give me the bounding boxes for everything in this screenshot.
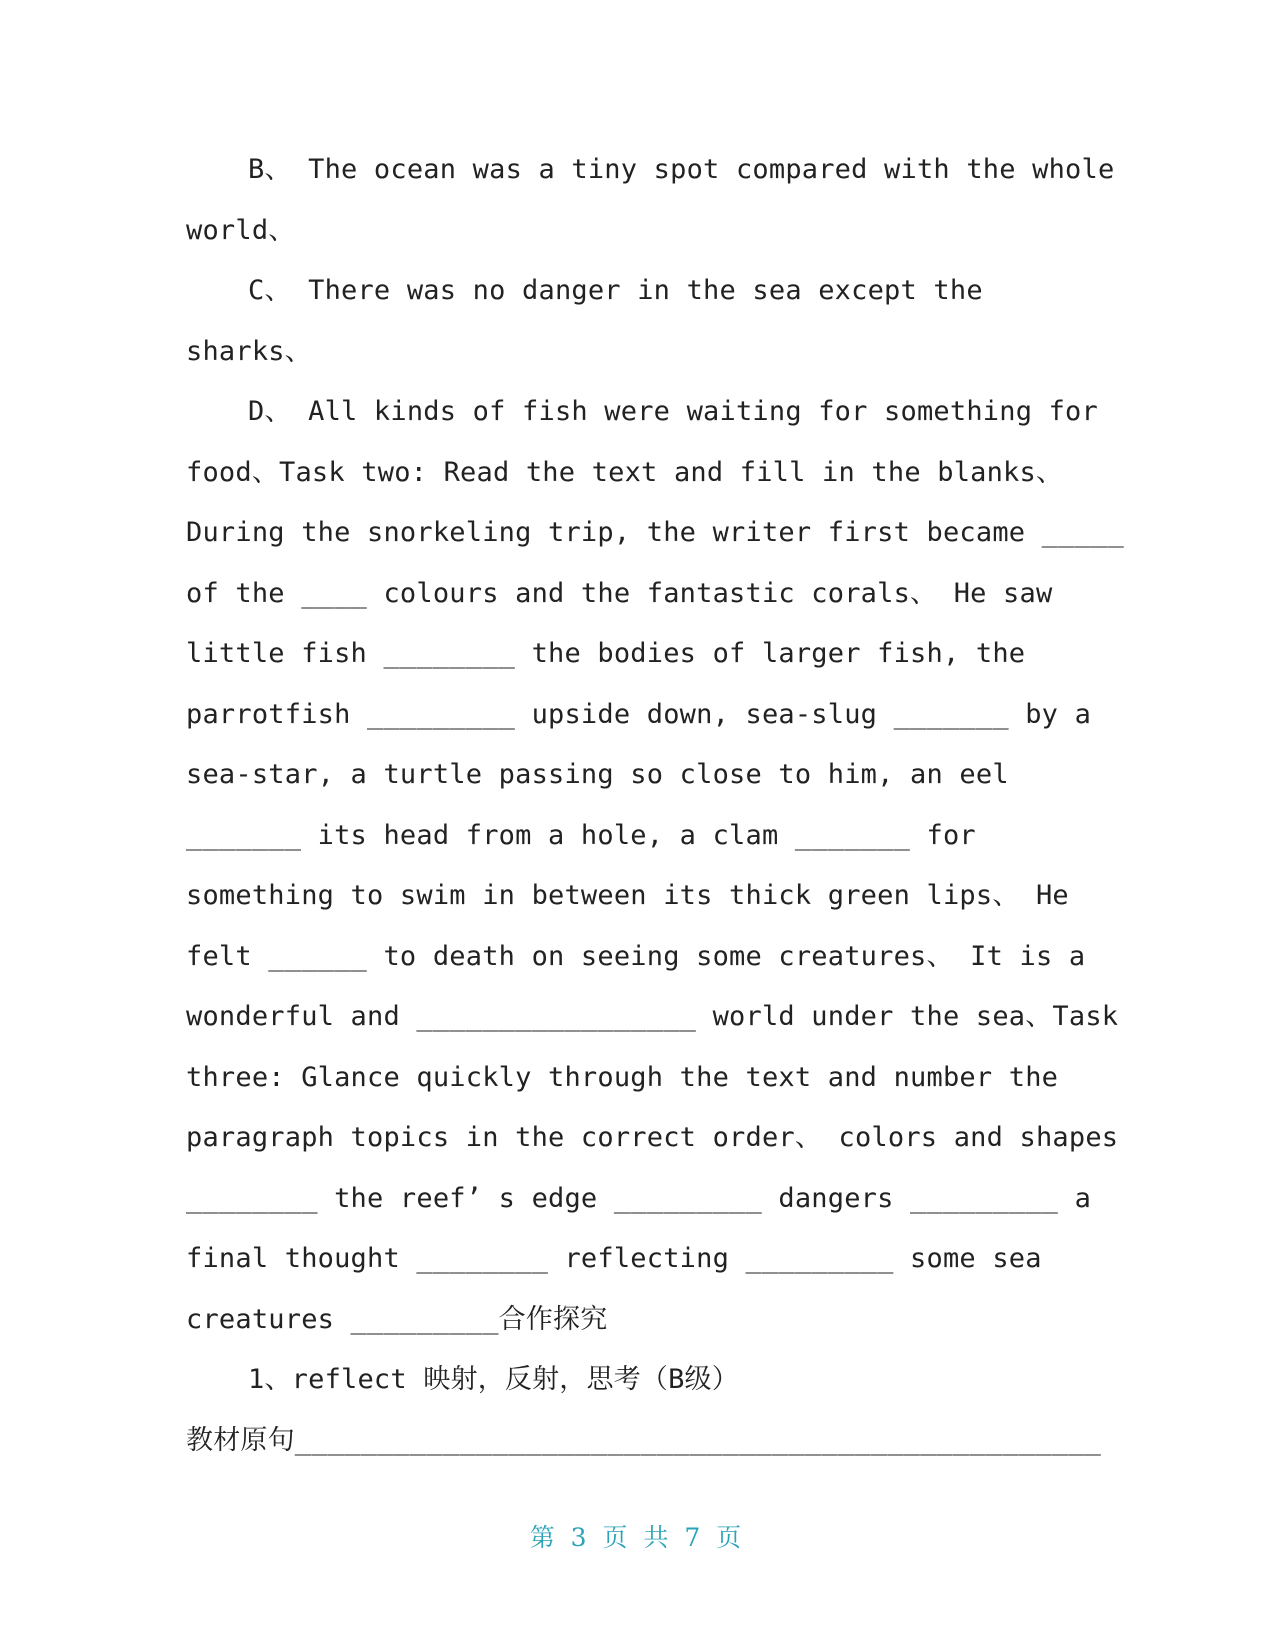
text-line: food、Task two: Read the text and fill in the blanks、 <box>186 456 1064 488</box>
text-line: creatures _________合作探究 <box>186 1303 608 1335</box>
option-d-line-1: D、 All kinds of fish were waiting for something for <box>248 396 1098 427</box>
text-line: _______ its head from a hole, a clam _______ for <box>186 819 976 851</box>
option-b-line-2: world、 <box>186 214 296 246</box>
text-line: felt ______ to death on seeing some creatures、 It is a <box>186 940 1086 972</box>
text-line: final thought ________ reflecting _________ some sea <box>186 1243 1042 1274</box>
text-line: ________ the reef’ s edge _________ dangers _________ a <box>186 1182 1092 1214</box>
vocab-item-heading: 1、reflect 映射，反射，思考（B级） <box>248 1364 739 1395</box>
text-line: something to swim in between its thick green lips、 He <box>186 880 1069 911</box>
text-line: of the ____ colours and the fantastic corals、 He saw <box>186 577 1053 609</box>
page-body <box>186 140 1124 1471</box>
textbook-sentence-line: 教材原句_________________________________________________ <box>186 1424 1102 1456</box>
text-line: little fish ________ the bodies of larger fish, the <box>186 638 1026 669</box>
text-line: wonderful and _________________ world under the sea、Task <box>186 1001 1119 1032</box>
option-c-line-1: C、 There was no danger in the sea except the <box>248 275 983 306</box>
text-line: three: Glance quickly through the text and number the <box>186 1061 1059 1093</box>
option-c-line-2: sharks、 <box>186 335 312 367</box>
text-line: During the snorkeling trip, the writer first became _____ <box>186 517 1124 548</box>
text-line: paragraph topics in the correct order、 colors and shapes <box>186 1122 1119 1153</box>
page-footer: 第 3 页 共 7 页 <box>529 1523 746 1552</box>
text-line: parrotfish _________ upside down, sea-slug _______ by a <box>186 698 1092 730</box>
text-line: sea-star, a turtle passing so close to him, an eel <box>186 759 1009 790</box>
option-b-line-1: B、 The ocean was a tiny spot compared with the whole <box>248 154 1115 185</box>
